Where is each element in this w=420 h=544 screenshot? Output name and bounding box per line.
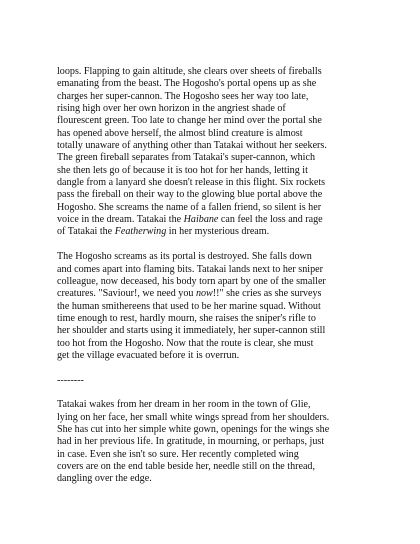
text-line: the human smithereens that used to be her marine squad. Without [57, 300, 321, 312]
text-line: pass the fireball on their way to the glowing blue portal above the [57, 189, 323, 201]
paragraph-gap [57, 362, 367, 374]
text-line [57, 226, 367, 238]
text-line: The green fireball separates from Tatakai's super-cannon, which [57, 152, 316, 164]
text-run: creatures. "Saviour!, we need you [57, 288, 196, 300]
italic-term-featherwing: Featherwing [114, 226, 167, 238]
text-run: !!" she cries as she surveys [212, 288, 322, 300]
separator-line: -------- [57, 374, 84, 386]
text-line: Tatakai wakes from her dream in her room in the town of Glie, [57, 399, 311, 411]
paragraph-gap [57, 239, 367, 251]
text-line [57, 288, 367, 300]
text-line: colleague, now deceased, his body torn apart by one of the smaller [57, 275, 326, 287]
text-run: can feel the loss and rage [218, 214, 323, 226]
paragraph-gap [57, 387, 367, 399]
italic-word-now: now [195, 288, 213, 300]
document-page [57, 66, 367, 486]
text-line: too hot from the Hogosho. Now that the route is clear, she must [57, 337, 314, 349]
text-line: dangling over the edge. [57, 473, 152, 485]
text-run: in her mysterious dream. [166, 226, 270, 238]
text-run: voice in the dream. Tatakai the [57, 214, 184, 226]
text-run: of Tatakai the [57, 226, 115, 238]
paragraph-2 [57, 251, 367, 362]
scene-separator [57, 375, 367, 387]
text-line: get the village evacuated before it is overrun. [57, 349, 240, 361]
text-line: had in her previous life. In gratitude, in mourning, or perhaps, just [57, 436, 325, 448]
text-line: Hogosho. She screams the name of a fallen friend, so silent is her [57, 201, 322, 213]
text-line [57, 214, 367, 226]
text-line: she then lets go of because it is too hot for her hands, letting it [57, 164, 308, 176]
text-line: time enough to rest, hardly mourn, she raises the sniper's rifle to [57, 312, 316, 324]
paragraph-1 [57, 66, 367, 239]
text-line: The Hogosho screams as its portal is destroyed. She falls down [57, 251, 312, 263]
text-line: dangle from a lanyard she doesn't release in this flight. Six rockets [57, 177, 326, 189]
italic-term-haibane: Haibane [183, 214, 219, 226]
text-line: in case. Even she isn't so sure. Her recently completed wing [57, 448, 299, 460]
text-line: She has cut into her simple white gown, openings for the wings she [57, 423, 330, 435]
text-line: totally unaware of anything other than Tatakai without her seekers. [57, 140, 327, 152]
text-line: loops. Flapping to gain altitude, she clears over sheets of fireballs [57, 66, 322, 77]
text-line: covers are on the end table beside her, needle still on the thread, [57, 461, 316, 472]
text-line: has opened above herself, the almost blind creature is almost [57, 127, 303, 139]
paragraph-3 [57, 399, 367, 485]
text-line: emanating from the beast. The Hogosho's portal opens up as she [57, 78, 317, 90]
text-line: and comes apart into flaming bits. Tatakai lands next to her sniper [57, 263, 323, 275]
text-line: flourescent green. Too late to change her mind over the portal she [57, 115, 322, 127]
text-line: rising high over her own horizon in the angriest shade of [57, 103, 286, 115]
text-line: lying on her face, her small white wings spread from her shoulders. [57, 411, 330, 423]
text-line: her shoulder and starts using it immediately, her super-cannon still [57, 325, 326, 337]
text-line: charges her super-cannon. The Hogosho sees her way too late, [57, 90, 309, 102]
